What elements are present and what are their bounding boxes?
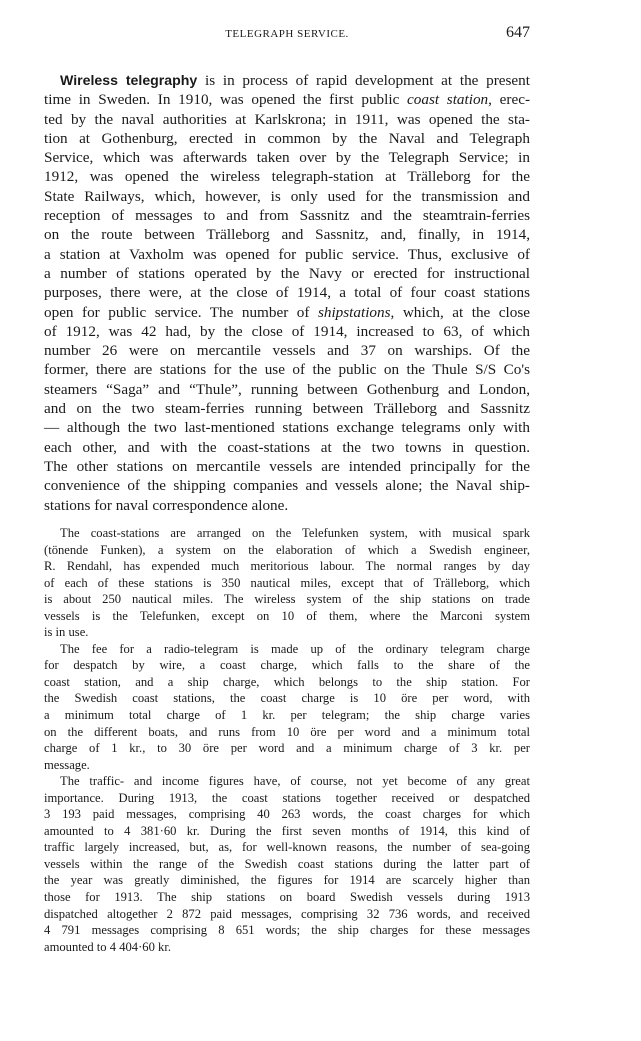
text-segment: open for public service. The number of: [44, 303, 318, 321]
text-segment: amounted to 4 404·60 kr.: [44, 939, 171, 954]
text-segment: State Railways, which, however, is only used for the transmission and: [44, 187, 530, 205]
text-line: [44, 542, 530, 559]
text-line: [44, 496, 530, 515]
italic-term: shipstations: [317, 303, 391, 321]
text-line: [44, 225, 530, 244]
text-segment: and on the two steam-ferries running between Trälleborg and Sassnitz: [44, 400, 530, 418]
text-line: [44, 129, 530, 148]
text-segment: (tönende Funken), a system on the elaboration of which a Swedish engineer,: [44, 542, 530, 557]
text-segment: — although the two last-mentioned stations exchange telegrams only with: [44, 419, 530, 437]
text-line: [44, 303, 530, 322]
text-line: [44, 167, 530, 186]
text-segment: a minimum total charge of 1 kr. per telegram; the ship charge varies: [44, 708, 530, 723]
text-segment: , erec-: [488, 91, 530, 109]
text-segment: traffic largely increased, but, as, for well-known reasons, the number of sea-going: [44, 840, 530, 855]
text-segment: on the different boats, and runs from 10 öre per word and a minimum total: [44, 724, 530, 739]
text-line: [44, 608, 530, 625]
text-line: [44, 740, 530, 757]
text-segment: number 26 were on mercantile vessels and 37 on warships. Of the: [44, 342, 530, 360]
text-segment: is about 250 nautical miles. The wireless system of the ship stations on trade: [44, 592, 530, 607]
text-segment: The other stations on mercantile vessels are intended principally for the: [44, 457, 530, 475]
text-segment: 1912, was opened the wireless telegraph-station at Trälleborg for the: [44, 168, 530, 186]
text-segment: a number of stations operated by the Navy or erected for instructional: [44, 264, 530, 282]
text-line: [44, 591, 530, 608]
text-line: [44, 839, 530, 856]
text-segment: reception of messages to and from Sassnitz and the steamtrain-ferries: [44, 207, 530, 225]
text-line: [44, 438, 530, 457]
text-segment: former, there are stations for the use of the public on the Thule S/S Co's: [44, 361, 530, 379]
text-segment: The traffic- and income figures have, of course, not yet become of any great: [60, 774, 530, 789]
text-segment: The coast-stations are arranged on the Telefunken system, with musical spark: [60, 526, 530, 540]
text-segment: importance. During 1913, the coast stations together received or despatched: [44, 790, 530, 805]
text-segment: is in use.: [44, 625, 89, 640]
text-segment: The fee for a radio-telegram is made up of the ordinary telegram charge: [60, 641, 530, 656]
small-print-block: [44, 525, 530, 955]
text-line: [44, 110, 530, 129]
text-line: [44, 575, 530, 592]
text-segment: convenience of the shipping companies and vessels alone; the Naval ship-: [44, 477, 530, 495]
text-segment: of each of these stations is 350 nautical miles, except that of Trälleborg, which: [44, 575, 530, 590]
text-line: [44, 206, 530, 225]
text-segment: each other, and with the coast-stations at the two towns in question.: [44, 438, 530, 456]
text-segment: is in process of rapid development at the present: [197, 72, 530, 89]
text-line: [44, 245, 530, 264]
text-line: [44, 525, 530, 542]
text-line: [44, 283, 530, 302]
text-segment: time in Sweden. In 1910, was opened the first public: [44, 91, 408, 109]
text-line: [44, 148, 530, 167]
text-line: [44, 707, 530, 724]
text-line: [44, 641, 530, 658]
running-title: TELEGRAPH SERVICE.: [225, 28, 349, 40]
main-text-block: [44, 71, 530, 515]
text-line: [44, 360, 530, 379]
text-line: [44, 922, 530, 939]
bold-term: Wireless telegraphy: [60, 72, 198, 88]
text-segment: those for 1913. The ship stations on board Swedish vessels during 1913: [44, 890, 530, 905]
text-segment: 4 791 messages comprising 8 651 words; the ship charges for these messages: [44, 923, 530, 938]
text-segment: the year was greatly diminished, the figures for 1914 are scarcely higher than: [44, 873, 530, 888]
page-header: [44, 24, 530, 44]
text-segment: steamers “Saga” and “Thule”, running between Gothenburg and London,: [44, 380, 530, 398]
text-segment: coast station, and a ship charge, which belongs to the ship station. For: [44, 674, 530, 689]
text-line: [44, 457, 530, 476]
text-line: [44, 399, 530, 418]
text-line: [44, 187, 530, 206]
text-segment: of 1912, was 42 had, by the close of 1914, increased to 63, of which: [44, 322, 530, 340]
text-segment: the Swedish coast stations, the coast charge is 10 öre per word, with: [44, 691, 530, 706]
text-segment: R. Rendahl, has expended much meritorious labour. The normal ranges by day: [44, 559, 530, 574]
text-line: [44, 322, 530, 341]
text-segment: tion at Gothenburg, erected in common by the Naval and Telegraph: [44, 129, 530, 147]
text-segment: on the route between Trälleborg and Sassnitz, and, finally, in 1914,: [44, 226, 530, 244]
text-line: [44, 558, 530, 575]
text-line: [44, 674, 530, 691]
page-number: 647: [506, 24, 530, 41]
text-segment: for despatch by wire, a coast charge, which falls to the share of the: [44, 658, 530, 673]
text-segment: vessels is the Telefunken, except on 10 of them, where the Marconi system: [44, 608, 530, 623]
text-line: [44, 823, 530, 840]
text-line: [44, 624, 530, 641]
text-line: [44, 476, 530, 495]
text-line: [44, 889, 530, 906]
text-segment: charge of 1 kr., to 30 öre per word and a minimum charge of 3 kr. per: [44, 741, 530, 756]
text-line: [44, 341, 530, 360]
text-line: [44, 380, 530, 399]
text-segment: message.: [44, 757, 90, 772]
text-line: [44, 418, 530, 437]
text-segment: , which, at the close: [390, 303, 530, 321]
text-segment: ted by the naval authorities at Karlskrona; in 1911, was opened the sta-: [44, 110, 530, 128]
text-line: [44, 773, 530, 790]
text-line: [44, 757, 530, 774]
text-line: [44, 264, 530, 283]
text-line: [44, 856, 530, 873]
text-segment: 3 193 paid messages, comprising 40 263 words, the coast charges for which: [44, 807, 530, 822]
text-line: [44, 90, 530, 109]
text-segment: amounted to 4 381·60 kr. During the first seven months of 1914, this kind of: [44, 823, 530, 838]
text-segment: dispatched altogether 2 872 paid messages, comprising 32 736 words, and received: [44, 906, 530, 921]
text-line: [44, 71, 530, 90]
text-segment: purposes, there were, at the close of 1914, a total of four coast stations: [44, 284, 530, 302]
text-segment: vessels within the range of the Swedish coast stations during the latter part of: [44, 856, 530, 871]
text-line: [44, 690, 530, 707]
text-line: [44, 806, 530, 823]
text-segment: a station at Vaxholm was opened for public service. Thus, exclusive of: [44, 245, 530, 263]
text-line: [44, 657, 530, 674]
text-line: [44, 872, 530, 889]
text-line: [44, 939, 530, 956]
italic-term: coast station: [407, 91, 489, 109]
text-line: [44, 906, 530, 923]
text-segment: Service, which was afterwards taken over by the Telegraph Service; in: [44, 149, 530, 167]
text-line: [44, 790, 530, 807]
text-line: [44, 724, 530, 741]
text-segment: stations for naval correspondence alone.: [44, 496, 289, 514]
